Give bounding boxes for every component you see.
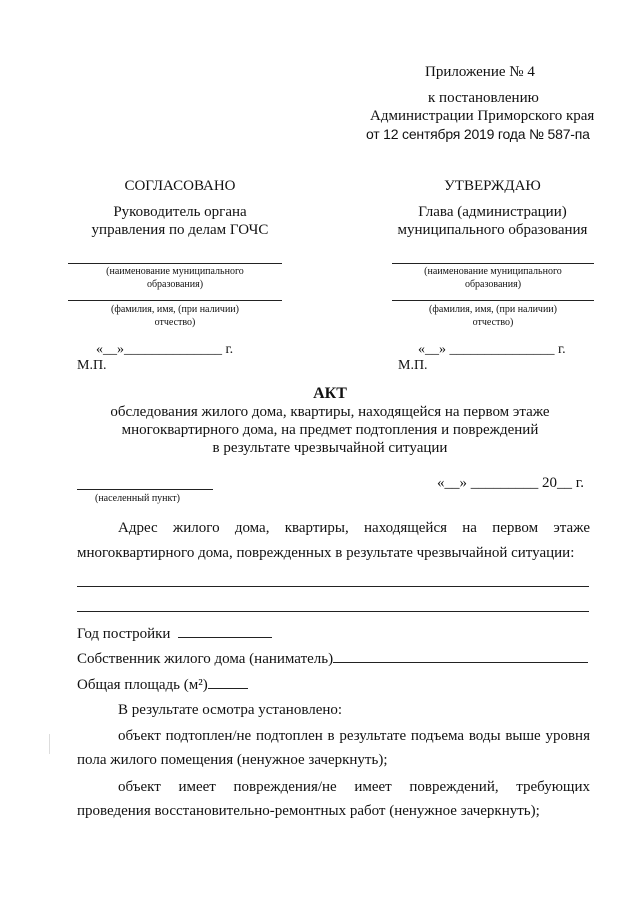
approve-heading: УТВЕРЖДАЮ <box>444 178 541 194</box>
area-field[interactable] <box>208 675 248 689</box>
agreed-role-line1: Руководитель органа <box>113 204 247 220</box>
agreed-municipality-hint: (наименование муниципального образования) <box>106 266 244 290</box>
agreed-municipality-line[interactable] <box>68 263 282 264</box>
owner-row <box>77 649 588 668</box>
approve-role-line2: муниципального образования <box>397 222 588 238</box>
year-built-row <box>77 624 272 643</box>
area-label: Общая площадь (м²) <box>77 677 208 693</box>
damage-line2: проведения восстановительно-ремонтных работ (ненужное зачеркнуть); <box>77 803 540 819</box>
agreed-name-line[interactable] <box>68 300 282 301</box>
settlement-line[interactable] <box>77 489 213 490</box>
agreed-seal-mark: М.П. <box>77 358 107 373</box>
flood-line1: объект подтоплен/не подтоплен в результате подъема воды выше уровня <box>118 728 590 744</box>
approve-name-hint: (фамилия, имя, (при наличии) отчество) <box>429 304 557 328</box>
approve-municipality-hint: (наименование муниципального образования) <box>424 266 562 290</box>
address-fill-line2[interactable] <box>77 611 589 612</box>
agreed-heading: СОГЛАСОВАНО <box>124 178 236 194</box>
agreed-role-line2: управления по делам ГОЧС <box>91 222 269 238</box>
act-subtitle-line2: многоквартирного дома, на предмет подтопления и повреждений <box>121 422 539 438</box>
scan-edge-mark <box>49 734 50 754</box>
year-built-field[interactable] <box>178 624 272 638</box>
act-date-field[interactable]: «__» _________ 20__ г. <box>437 475 584 491</box>
area-row <box>77 675 248 694</box>
approve-date-mark: «__» _______________ г. <box>418 342 566 357</box>
flood-line2: пола жилого помещения (ненужное зачеркнуть); <box>77 752 388 768</box>
agreed-date-mark: «__»______________ г. <box>96 342 234 357</box>
appendix-admin: Администрации Приморского края <box>370 108 595 124</box>
appendix-number: Приложение № 4 <box>425 64 535 80</box>
act-subtitle-line3: в результате чрезвычайной ситуации <box>212 440 448 456</box>
inspection-result-label: В результате осмотра установлено: <box>118 702 343 718</box>
agreed-name-hint: (фамилия, имя, (при наличии) отчество) <box>111 304 239 328</box>
damage-line1: объект имеет повреждения/не имеет повреждений, требующих <box>118 779 590 795</box>
address-fill-line1[interactable] <box>77 586 589 587</box>
year-built-label: Год постройки <box>77 626 171 642</box>
approve-name-line[interactable] <box>392 300 594 301</box>
address-line2: многоквартирного дома, поврежденных в результате чрезвычайной ситуации: <box>77 545 575 561</box>
appendix-date-number-stamp: от 12 сентября 2019 года № 587-па <box>366 126 590 142</box>
approve-seal-mark: М.П. <box>398 358 428 373</box>
address-line1: Адрес жилого дома, квартиры, находящейся на первом этаже <box>118 520 590 536</box>
settlement-hint: (населенный пункт) <box>95 493 180 504</box>
appendix-to: к постановлению <box>428 90 539 106</box>
act-title: АКТ <box>313 385 347 402</box>
approve-role-line1: Глава (администрации) <box>418 204 567 220</box>
owner-field[interactable] <box>333 649 588 663</box>
owner-label: Собственник жилого дома (наниматель) <box>77 651 334 667</box>
act-subtitle-line1: обследования жилого дома, квартиры, находящейся на первом этаже <box>110 404 550 420</box>
approve-municipality-line[interactable] <box>392 263 594 264</box>
